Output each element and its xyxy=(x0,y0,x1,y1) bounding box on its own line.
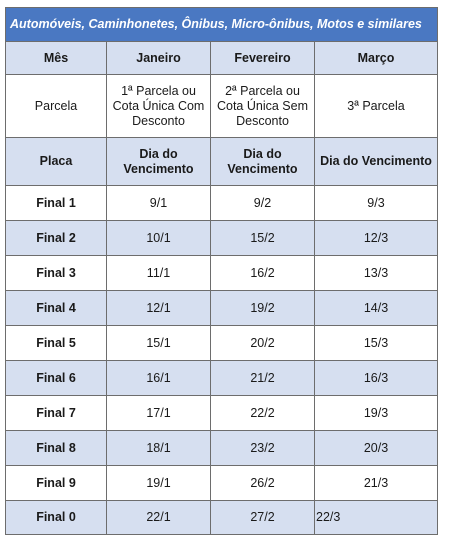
vencimento-mar: Dia do Vencimento xyxy=(315,138,438,186)
date-mar: 16/3 xyxy=(315,361,438,396)
placa-label: Placa xyxy=(6,138,107,186)
plate-final: Final 7 xyxy=(6,396,107,431)
date-jan: 16/1 xyxy=(107,361,211,396)
plate-final: Final 1 xyxy=(6,186,107,221)
placa-header-row xyxy=(6,138,438,186)
date-jan: 12/1 xyxy=(107,291,211,326)
parcela-2: 2ª Parcela ou Cota Única Sem Desconto xyxy=(211,75,315,138)
table-row xyxy=(6,361,438,396)
plate-final: Final 8 xyxy=(6,431,107,466)
table-row xyxy=(6,431,438,466)
table-row xyxy=(6,221,438,256)
ipva-calendar xyxy=(5,7,437,535)
vencimento-fev: Dia do Vencimento xyxy=(211,138,315,186)
date-fev: 16/2 xyxy=(211,256,315,291)
month-header-row xyxy=(6,42,438,75)
date-jan: 18/1 xyxy=(107,431,211,466)
table-row xyxy=(6,466,438,501)
date-mar: 9/3 xyxy=(315,186,438,221)
date-jan: 15/1 xyxy=(107,326,211,361)
date-fev: 26/2 xyxy=(211,466,315,501)
date-fev: 21/2 xyxy=(211,361,315,396)
plate-final: Final 3 xyxy=(6,256,107,291)
table-row xyxy=(6,256,438,291)
header-janeiro: Janeiro xyxy=(107,42,211,75)
vencimento-jan: Dia do Vencimento xyxy=(107,138,211,186)
date-fev: 22/2 xyxy=(211,396,315,431)
parcela-1: 1ª Parcela ou Cota Única Com Desconto xyxy=(107,75,211,138)
plate-final: Final 9 xyxy=(6,466,107,501)
date-jan: 17/1 xyxy=(107,396,211,431)
date-mar: 21/3 xyxy=(315,466,438,501)
date-fev: 27/2 xyxy=(211,501,315,535)
header-mes: Mês xyxy=(6,42,107,75)
date-jan: 9/1 xyxy=(107,186,211,221)
parcela-label: Parcela xyxy=(6,75,107,138)
date-mar: 22/3 xyxy=(315,501,438,535)
table-row xyxy=(6,186,438,221)
table-title: Automóveis, Caminhonetes, Ônibus, Micro-ônibus, Motos e similares xyxy=(6,8,438,42)
date-fev: 15/2 xyxy=(211,221,315,256)
date-jan: 19/1 xyxy=(107,466,211,501)
plate-final: Final 5 xyxy=(6,326,107,361)
date-fev: 20/2 xyxy=(211,326,315,361)
date-mar: 14/3 xyxy=(315,291,438,326)
parcela-3: 3ª Parcela xyxy=(315,75,438,138)
plate-final: Final 0 xyxy=(6,501,107,535)
date-fev: 19/2 xyxy=(211,291,315,326)
due-date-table xyxy=(5,7,438,535)
date-fev: 23/2 xyxy=(211,431,315,466)
date-fev: 9/2 xyxy=(211,186,315,221)
parcela-row xyxy=(6,75,438,138)
table-row xyxy=(6,501,438,535)
date-jan: 10/1 xyxy=(107,221,211,256)
date-jan: 11/1 xyxy=(107,256,211,291)
table-row xyxy=(6,291,438,326)
plate-final: Final 4 xyxy=(6,291,107,326)
date-mar: 19/3 xyxy=(315,396,438,431)
date-mar: 12/3 xyxy=(315,221,438,256)
date-mar: 13/3 xyxy=(315,256,438,291)
header-fevereiro: Fevereiro xyxy=(211,42,315,75)
date-jan: 22/1 xyxy=(107,501,211,535)
table-row xyxy=(6,396,438,431)
plate-final: Final 2 xyxy=(6,221,107,256)
plate-final: Final 6 xyxy=(6,361,107,396)
date-mar: 20/3 xyxy=(315,431,438,466)
date-mar: 15/3 xyxy=(315,326,438,361)
header-marco: Março xyxy=(315,42,438,75)
table-row xyxy=(6,326,438,361)
